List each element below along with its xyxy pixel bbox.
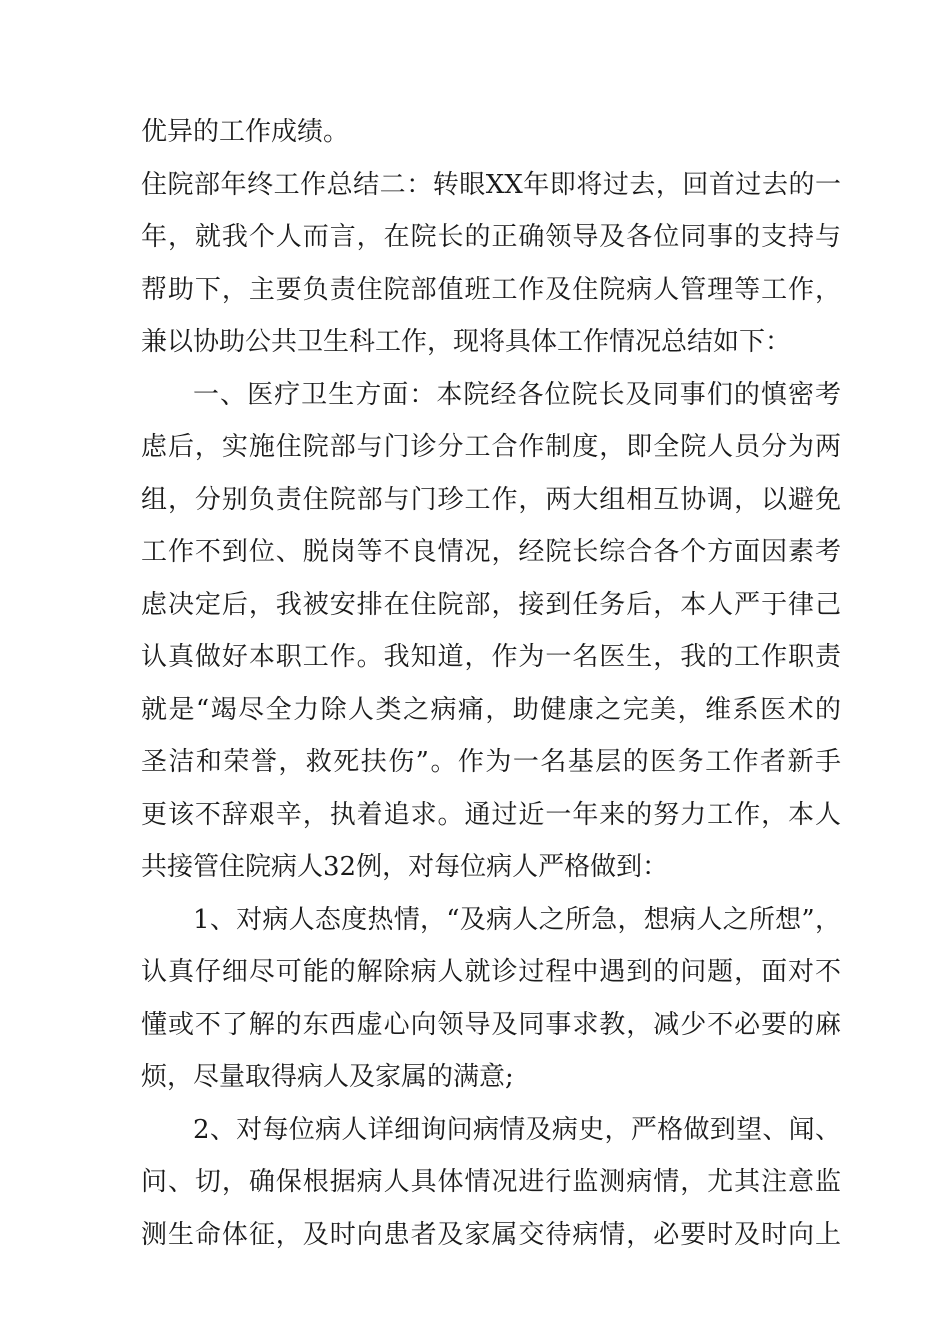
text-line: 测生命体征，及时向患者及家属交待病情，必要时及时向上 <box>141 1219 841 1250</box>
text-line: 认真做好本职工作。我知道，作为一名医生，我的工作职责 <box>141 642 841 672</box>
text-line: 2、对每位病人详细询问病情及病史，严格做到望、闻、 <box>193 1114 841 1145</box>
text-line: 住院部年终工作总结二：转眼XX年即将过去，回首过去的一 <box>141 169 841 200</box>
text-line: 帮助下，主要负责住院部值班工作及住院病人管理等工作， <box>141 274 841 305</box>
text-line: 认真仔细尽可能的解除病人就诊过程中遇到的问题，面对不 <box>141 957 841 987</box>
text-line: 兼以协助公共卫生科工作，现将具体工作情况总结如下： <box>141 327 792 357</box>
text-line: 年，就我个人而言，在院长的正确领导及各位同事的支持与 <box>141 222 841 252</box>
text-line: 烦，尽量取得病人及家属的满意; <box>141 1062 514 1092</box>
text-line: 优异的工作成绩。 <box>141 117 350 147</box>
text-line: 更该不辞艰辛，执着追求。通过近一年来的努力工作，本人 <box>141 799 841 830</box>
document-body <box>141 106 841 1261</box>
text-line: 工作不到位、脱岗等不良情况，经院长综合各个方面因素考 <box>141 537 841 567</box>
text-line: 1、对病人态度热情，“及病人之所急，想病人之所想”， <box>193 904 841 935</box>
text-line: 虑后，实施住院部与门诊分工合作制度，即全院人员分为两 <box>141 432 841 462</box>
text-line: 问、切，确保根据病人具体情况进行监测病情，尤其注意监 <box>141 1167 841 1197</box>
text-line: 组，分别负责住院部与门珍工作，两大组相互协调，以避免 <box>141 484 841 515</box>
text-line: 虑决定后，我被安排在住院部，接到任务后，本人严于律己 <box>141 589 841 620</box>
text-line: 共接管住院病人32例，对每位病人严格做到： <box>141 852 669 882</box>
text-line: 就是“竭尽全力除人类之病痛，助健康之完美，维系医术的 <box>141 694 841 725</box>
text-line: 懂或不了解的东西虚心向领导及同事求教，减少不必要的麻 <box>141 1009 841 1040</box>
text-line: 圣洁和荣誉，救死扶伤”。作为一名基层的医务工作者新手 <box>141 747 841 777</box>
text-line: 一、医疗卫生方面：本院经各位院长及同事们的慎密考 <box>193 379 841 410</box>
